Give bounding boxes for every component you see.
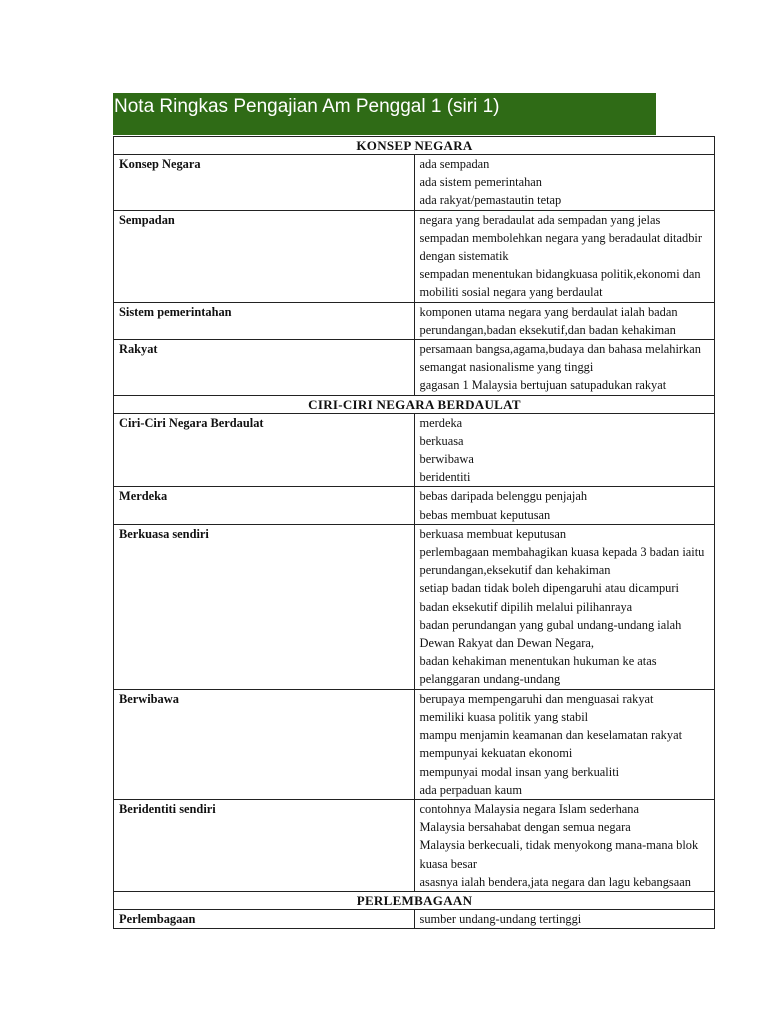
definition-cell: [414, 487, 715, 524]
definition-point: komponen utama negara yang berdaulat ialah badan perundangan,badan eksekutif,dan badan kehakiman: [419, 304, 678, 337]
table-row: [114, 909, 715, 928]
table-row: [114, 413, 715, 487]
definition-point: badan perundangan yang gubal undang-undang ialah Dewan Rakyat dan Dewan Negara,: [419, 617, 682, 651]
table-row: [114, 302, 715, 339]
term-cell: Perlembagaan: [114, 909, 415, 928]
definition-cell: [414, 689, 715, 799]
section-heading: PERLEMBAGAAN: [114, 891, 715, 909]
definition-point: bebas daripada belenggu penjajah: [419, 489, 588, 504]
definition-point: perlembagaan membahagikan kuasa kepada 3 badan iaitu perundangan,eksekutif dan kehakiman: [419, 545, 705, 578]
section-header-row: [114, 137, 715, 155]
notes-table-body: [114, 137, 715, 929]
section-heading: CIRI-CIRI NEGARA BERDAULAT: [114, 395, 715, 413]
definition-point: badan kehakiman menentukan hukuman ke atas pelanggaran undang-undang: [419, 654, 657, 687]
table-row: [114, 155, 715, 211]
definition-point: mempunyai modal insan yang berkualiti: [419, 764, 620, 779]
definition-cell: [414, 799, 715, 891]
definition-point: memiliki kuasa politik yang stabil: [419, 709, 589, 724]
definition-point: persamaan bangsa,agama,budaya dan bahasa melahirkan semangat nasionalisme yang tinggi: [419, 342, 701, 375]
table-row: [114, 689, 715, 799]
definition-point: mempunyai kekuatan ekonomi: [419, 746, 573, 761]
definition-point: merdeka: [419, 415, 463, 430]
definition-point: sempadan membolehkan negara yang beradaulat ditadbir dengan sistematik: [419, 230, 702, 264]
definition-cell: [414, 909, 715, 928]
definition-point: bebas membuat keputusan: [419, 507, 551, 522]
definition-point: ada perpaduan kaum: [419, 782, 523, 797]
term-cell: Sempadan: [114, 210, 415, 302]
document-title: Nota Ringkas Pengajian Am Penggal 1 (siri 1): [113, 93, 656, 135]
definition-point: Malaysia berkecuali, tidak menyokong mana-mana blok kuasa besar: [419, 838, 699, 871]
definition-point: ada sempadan: [419, 157, 490, 171]
definition-point: Malaysia bersahabat dengan semua negara: [419, 820, 631, 835]
table-row: [114, 340, 715, 396]
definition-point: beridentiti: [419, 470, 471, 485]
definition-cell: [414, 302, 715, 339]
definition-point: setiap badan tidak boleh dipengaruhi atau dicampuri: [419, 581, 679, 596]
table-row: [114, 524, 715, 689]
definition-point: negara yang beradaulat ada sempadan yang jelas: [419, 212, 661, 227]
section-header-row: [114, 891, 715, 909]
term-cell: Berwibawa: [114, 689, 415, 799]
definition-point: berwibawa: [419, 452, 474, 467]
definition-cell: [414, 413, 715, 487]
table-row: [114, 799, 715, 891]
term-cell: Sistem pemerintahan: [114, 302, 415, 339]
definition-point: contohnya Malaysia negara Islam sederhana: [419, 801, 639, 816]
definition-point: asasnya ialah bendera,jata negara dan lagu kebangsaan: [419, 874, 691, 889]
term-cell: Rakyat: [114, 340, 415, 396]
term-cell: Ciri-Ciri Negara Berdaulat: [114, 413, 415, 487]
definition-point: berupaya mempengaruhi dan menguasai rakyat: [419, 691, 654, 706]
definition-cell: [414, 340, 715, 396]
definition-point: berkuasa membuat keputusan: [419, 526, 567, 541]
definition-point: ada rakyat/pemastautin tetap: [419, 193, 562, 208]
definition-point: sumber undang-undang tertinggi: [419, 911, 582, 926]
term-cell: Merdeka: [114, 487, 415, 524]
term-cell: Berkuasa sendiri: [114, 524, 415, 689]
definition-cell: [414, 155, 715, 211]
section-heading: KONSEP NEGARA: [114, 137, 715, 155]
definition-point: badan eksekutif dipilih melalui pilihanraya: [419, 599, 633, 614]
notes-table: [113, 136, 715, 929]
table-row: [114, 487, 715, 524]
definition-cell: [414, 210, 715, 302]
definition-point: ada sistem pemerintahan: [419, 175, 542, 190]
definition-point: gagasan 1 Malaysia bertujuan satupadukan rakyat: [419, 378, 667, 393]
definition-point: mampu menjamin keamanan dan keselamatan rakyat: [419, 728, 683, 743]
section-header-row: [114, 395, 715, 413]
definition-point: sempadan menentukan bidangkuasa politik,ekonomi dan mobiliti sosial negara yang berdaulat: [419, 267, 701, 300]
definition-cell: [414, 524, 715, 689]
term-cell: Beridentiti sendiri: [114, 799, 415, 891]
term-cell: Konsep Negara: [114, 155, 415, 211]
table-row: [114, 210, 715, 302]
definition-point: berkuasa: [419, 433, 464, 448]
